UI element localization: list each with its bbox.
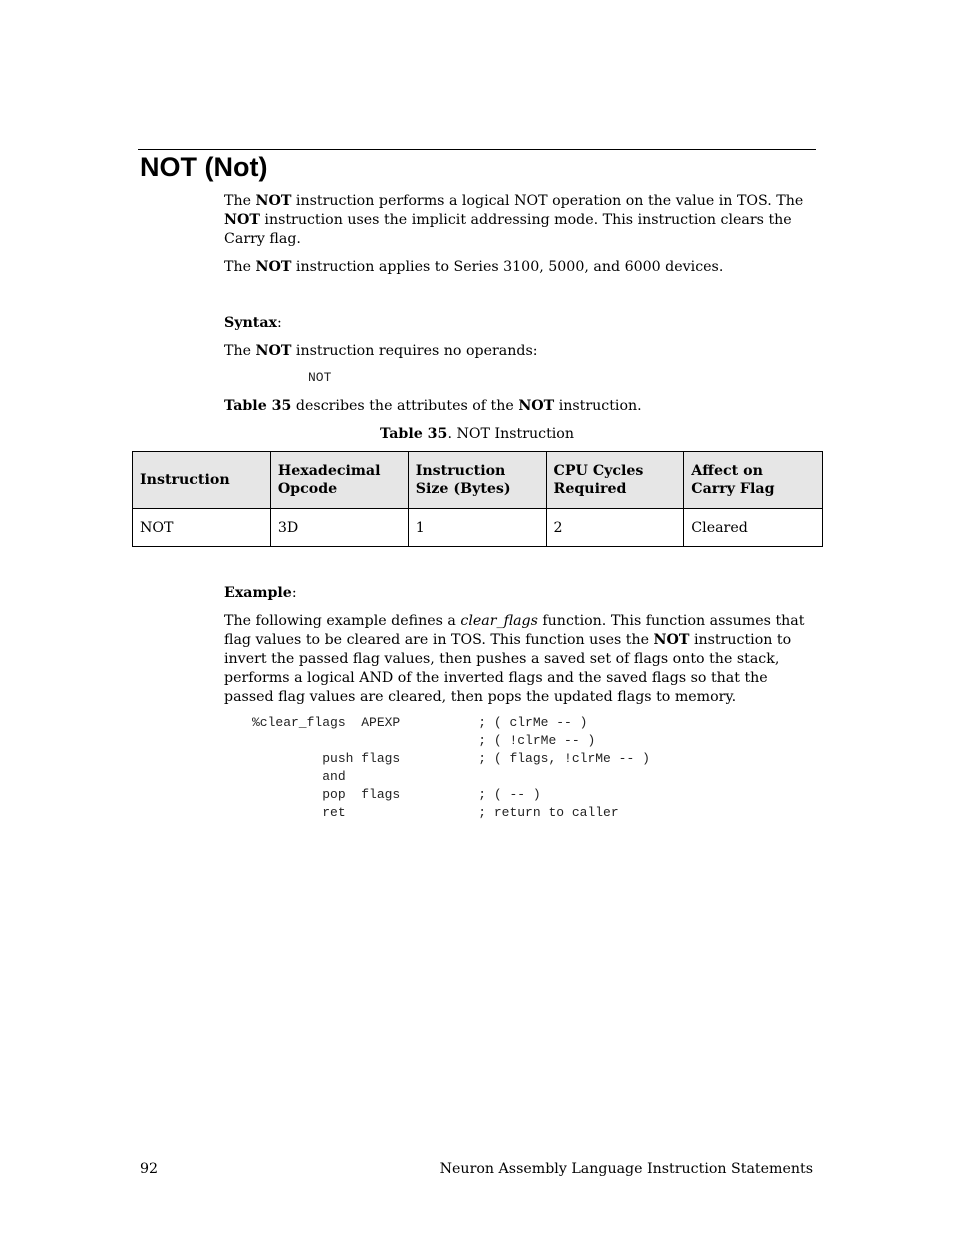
code-line: push flags ; ( flags, !clrMe -- ): [252, 751, 650, 766]
cell-instruction: NOT: [133, 509, 271, 547]
table-caption: Table 35. NOT Instruction: [380, 426, 574, 442]
code-line: ; ( !clrMe -- ): [252, 733, 596, 748]
code-line: %clear_flags APEXP ; ( clrMe -- ): [252, 715, 588, 730]
table-header-row: [133, 452, 823, 509]
instruction-attributes-table: [132, 451, 823, 547]
code-line: and: [252, 769, 346, 784]
code-line: ret ; return to caller: [252, 805, 619, 820]
section-title: NOT (Not): [140, 152, 268, 182]
intro-paragraph-1: The NOT instruction performs a logical NOT operation on the value in TOS. The NOT instruction uses the implicit addressing mode. This instruction clears the Carry flag.: [224, 193, 804, 247]
intro-paragraph-2: The NOT instruction applies to Series 3100, 5000, and 6000 devices.: [224, 259, 724, 275]
header-carry-flag: Affect on Carry Flag: [684, 452, 823, 509]
table-reference: Table 35 describes the attributes of the NOT instruction.: [224, 398, 642, 414]
footer-chapter-title: Neuron Assembly Language Instruction Statements: [439, 1161, 813, 1177]
syntax-text: The NOT instruction requires no operands:: [224, 343, 538, 359]
header-cpu-cycles: CPU Cycles Required: [546, 452, 684, 509]
code-line: pop flags ; ( -- ): [252, 787, 541, 802]
cell-cycles: 2: [546, 509, 684, 547]
header-instruction: Instruction: [133, 452, 271, 509]
cell-opcode: 3D: [270, 509, 408, 547]
cell-size: 1: [408, 509, 546, 547]
header-instruction-size: Instruction Size (Bytes): [408, 452, 546, 509]
table-row: [133, 509, 823, 547]
syntax-code: NOT: [308, 370, 332, 385]
example-heading: Example:: [224, 585, 297, 601]
example-paragraph: The following example defines a clear_flags function. This function assumes that flag values to be cleared are in TOS. This function uses the NOT instruction to invert the passed flag values, then pushes a saved set of flags onto the stack, performs a logical AND of the inverted flags and the saved flags so that the passed flag values are cleared, then pops the updated flags to memory.: [224, 613, 805, 705]
header-hexadecimal-opcode: Hexadecimal Opcode: [270, 452, 408, 509]
syntax-heading: Syntax:: [224, 315, 282, 331]
cell-carry-flag: Cleared: [684, 509, 823, 547]
page-number: 92: [140, 1161, 159, 1177]
section-rule: [138, 149, 816, 150]
example-code-block: [252, 714, 650, 822]
